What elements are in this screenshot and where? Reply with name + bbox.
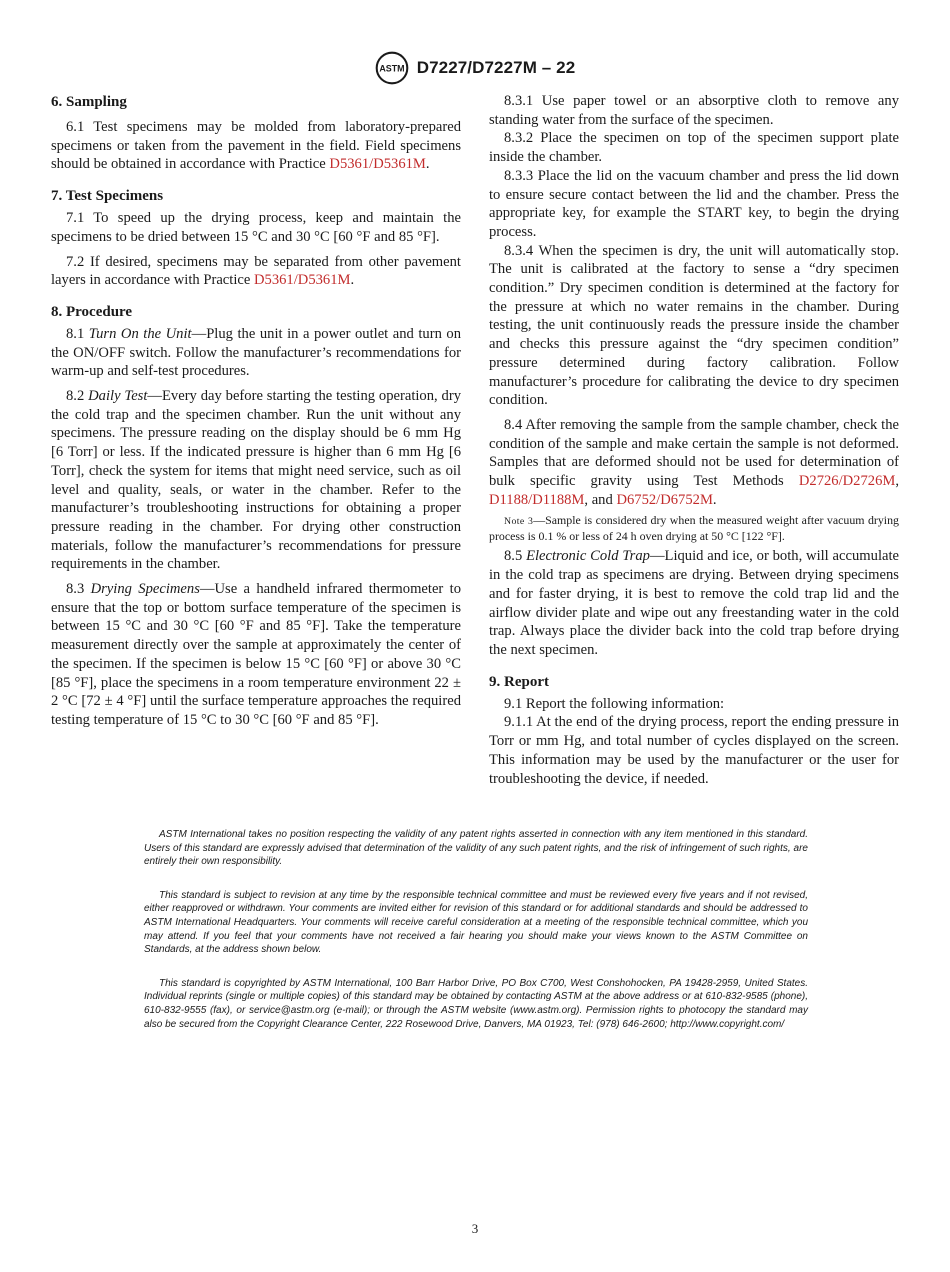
paragraph-8-3: 8.3 Drying Specimens—Use a handheld infrared thermometer to ensure that the top or bottom surface temperature of the specimen is between 15 °C and 30 °C [60 °F and 85 °F]. Take the temperature measurement directly over the sample at approximately the center of the specimen. If the specimen is below 15 °C [60 °F] or above 30 °C [85 °F], place the specimens in a room temperature environment 22 ± 2 °C [72 ± 4 °F] until the surface temperature approaches the required testing temperature of 15 °C to 30 °C [60 °F and 85 °F]. (51, 581, 461, 728)
right-column (489, 92, 899, 788)
astm-logo-icon (375, 51, 409, 85)
legal-footer (144, 828, 808, 1051)
reference-link[interactable]: D5361/D5361M (329, 156, 426, 173)
note-label: Note 3 (504, 516, 534, 528)
paragraph-9-1: 9.1 Report the following information: (504, 695, 725, 712)
patent-notice: ASTM International takes no position respecting the validity of any patent rights asserted in connection with any item mentioned in this standard. Users of this standard are expressly advised that determination of the validity of any such patent rights, and the risk of infringement of such rights, are entirely their own responsibility. (144, 829, 808, 868)
svg-text:ASTM: ASTM (379, 63, 405, 74)
paragraph-8-3-1: 8.3.1 Use paper towel or an absorptive cloth to remove any standing water from the surface of the specimen. (489, 93, 899, 128)
note-3: Note 3—Sample is considered dry when the measured weight after vacuum drying process is 0.1 % or less of 24 h oven drying at 50 °C [122 °F]. (489, 513, 899, 544)
subsection-title: Electronic Cold Trap (526, 548, 650, 565)
section-9-heading: 9. Report (489, 673, 549, 690)
copyright-notice: This standard is copyrighted by ASTM International, 100 Barr Harbor Drive, PO Box C700, West Conshohocken, PA 19428-2959, United States. Individual reprints (single or multiple copies) of this standard may be obtained by contacting ASTM at the above address or at 610-832-9585 (phone), 610-832-9555 (fax), or service@astm.org (e-mail); or through the ASTM website (www.astm.org). Permission rights to photocopy the standard may also be secured from the Copyright Clearance Center, 222 Rosewood Drive, Danvers, MA 01923, Tel: (978) 646-2600; http://www.copyright.com/ (144, 977, 808, 1030)
revision-notice: This standard is subject to revision at any time by the responsible technical committee and must be reviewed every five years and if not revised, either reapproved or withdrawn. Your comments are invited either for revision of this standard or for additional standards and should be addressed to ASTM International Headquarters. Your comments will receive careful consideration at a meeting of the responsible technical committee, which you may attend. If you feel that your comments have not received a fair hearing you should make your views known to the ASTM Committee on Standards, at the address shown below. (144, 889, 808, 956)
reference-link[interactable]: D6752/D6752M (616, 491, 713, 508)
paragraph-8-5: 8.5 Electronic Cold Trap—Liquid and ice, or both, will accumulate in the cold trap as specimens are drying. Between drying specimens and for faster drying, it is best to remove the cold trap lid and the airflow divider plate and wipe out any freestanding water in the cold trap. Always place the divider back into the cold trap before drying the next specimen. (489, 548, 900, 658)
paragraph-8-3-3: 8.3.3 Place the lid on the vacuum chamber and press the lid down to ensure secure contact between the lid and the chamber. Press the appropriate key, for example the START key, to begin the drying process. (489, 167, 899, 240)
page-number: 3 (471, 1221, 479, 1236)
paragraph-8-4: 8.4 After removing the sample from the sample chamber, check the condition of the sample and make certain the sample is not deformed. Samples that are deformed should not be used for determination of bulk specific gravity using Test Methods D2726/D2726M, D1188/D1188M, and D6752/D6752M. (489, 416, 899, 508)
paragraph-8-3-4: 8.3.4 When the specimen is dry, the unit will automatically stop. The unit is calibrated at the factory to sense a “dry specimen condition.” Dry specimen condition is determined at the factory for the pressure at which no water remains in the chamber. During testing, the unit continuously reads the pressure inside the chamber and checks this pressure against the “dry specimen condition” pressure determined during factory calibration. Follow manufacturer’s procedure for calibrating the device to dry specimen condition. (489, 242, 899, 409)
subsection-title: Turn On the Unit (88, 325, 192, 342)
subsection-title: Daily Test (88, 388, 148, 405)
section-6-heading: 6. Sampling (51, 94, 127, 110)
paragraph-9-1-1: 9.1.1 At the end of the drying process, report the ending pressure in Torr or mm Hg, and total number of cycles displayed on the screen. This information may be used by the manufacturer or the user for troubleshooting the device, if needed. (489, 714, 899, 787)
standard-designation: D7227/D7227M – 22 (416, 58, 576, 77)
section-7-heading: 7. Test Specimens (51, 188, 164, 205)
reference-link[interactable]: D2726/D2726M (798, 473, 896, 490)
page-header (0, 50, 950, 86)
left-column (51, 92, 461, 730)
reference-link[interactable]: D5361/D5361M (254, 272, 351, 289)
subsection-title: Drying Specimens (90, 581, 200, 598)
reference-link[interactable]: D1188/D1188M (489, 491, 585, 508)
paragraph-8-3-2: 8.3.2 Place the specimen on top of the specimen support plate inside the chamber. (489, 130, 899, 166)
paragraph-7-1: 7.1 To speed up the drying process, keep and maintain the specimens to be dried between 15 °C and 30 °C [60 °F and 85 °F]. (51, 210, 461, 245)
paragraph-8-2: 8.2 Daily Test—Every day before starting the testing operation, dry the cold trap and the specimen chamber. Run the unit without any specimens. The pressure reading on the display should be 6 mm Hg [6 Torr] or less. If the indicated pressure is higher than 6 mm Hg [6 Torr], check the system for items that might need service, such as oil level and quality, seals, or water in the chamber. Refer to the manufacturer’s troubleshooting instructions for obtaining a proper pressure reading in the chamber. For drying other construction materials, follow the manufacturer’s recommendations for pressure requirements in the chamber. (51, 388, 461, 573)
paragraph-7-2: 7.2 If desired, specimens may be separated from other pavement layers in accordance with Practice D5361/D5361M. (51, 253, 461, 289)
paragraph-8-1: 8.1 Turn On the Unit—Plug the unit in a power outlet and turn on the ON/OFF switch. Follow the manufacturer’s recommendations for warm-up and self-test procedures. (51, 325, 462, 380)
paragraph-6-1: 6.1 Test specimens may be molded from laboratory-prepared specimens or taken from the pavement in the field. Field specimens should be obtained in accordance with Practice D5361/D5361M. (51, 119, 461, 173)
section-8-heading: 8. Procedure (51, 303, 133, 320)
